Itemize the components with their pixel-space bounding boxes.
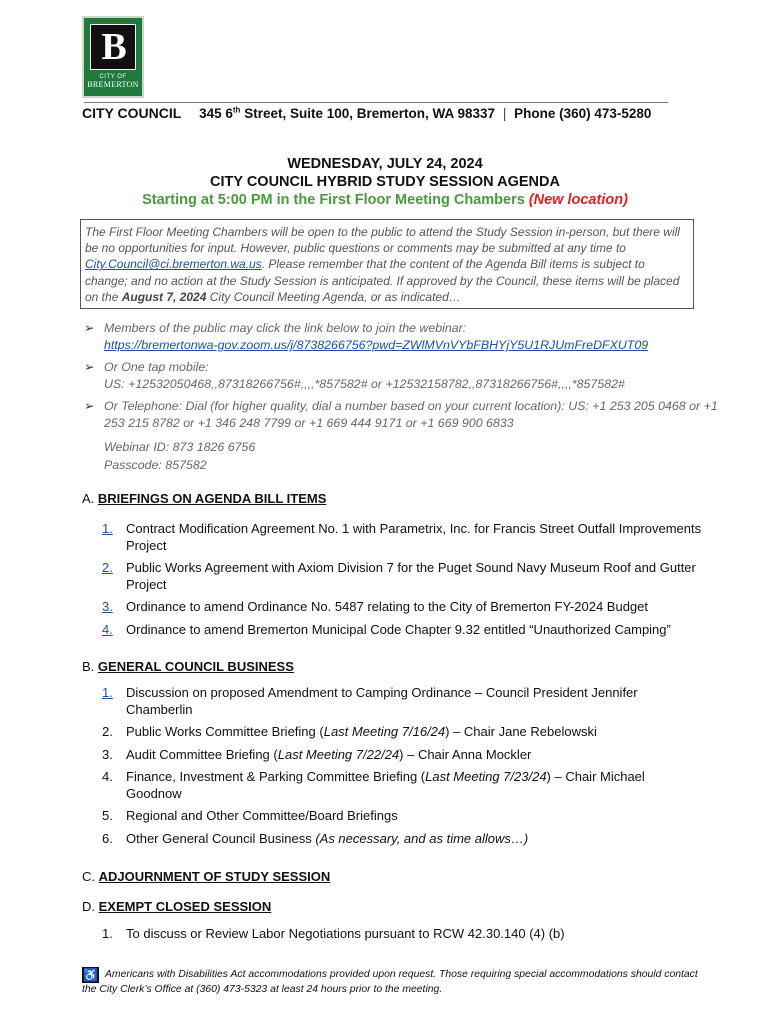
council-name: CITY COUNCIL	[82, 105, 182, 121]
ada-notice: ♿ Americans with Disabilities Act accommodations provided upon request. Those requiring special accommodations should contact the City Clerk’s Office at (360) 473-5323 at least 24 hours prior to the meeting.	[82, 968, 698, 995]
agenda-bill-link[interactable]: 1.	[102, 685, 113, 700]
section-a-heading: A. BRIEFINGS ON AGENDA BILL ITEMS	[82, 491, 327, 506]
wheelchair-icon: ♿	[83, 968, 98, 982]
telephone-item: ➢ Or Telephone: Dial (for higher quality, dial a number based on your current location): US: +1 253 205 0468 or +1 253 215 8782 or +1 346 248 7799 or +1 669 444 9171 or +1 669 900 6833	[84, 399, 718, 430]
passcode: Passcode: 857582	[104, 458, 207, 472]
list-item: 1. Contract Modification Agreement No. 1 with Parametrix, Inc. for Francis Street Outfall Improvements Project	[102, 521, 702, 553]
section-b-heading: B. GENERAL COUNCIL BUSINESS	[82, 659, 294, 674]
list-item: 5. Regional and Other Committee/Board Briefings	[102, 808, 398, 823]
header-separator: |	[502, 106, 507, 121]
mobile-tap-item: ➢ Or One tap mobile: US: +12532050468,,87318266756#,,,,*857582# or +12532158782,,87318266756#,,,,*857582#	[84, 360, 625, 391]
new-location-note: (New location)	[528, 192, 628, 208]
list-item: 4. Ordinance to amend Bremerton Municipal Code Chapter 9.32 entitled “Unauthorized Camping”	[102, 621, 671, 637]
public-notice-box: The First Floor Meeting Chambers will be open to the public to attend the Study Session in-person, but there will be no opportunities for input. However, public questions or comments may be submitted at any time to City.Council@ci.bremerton.wa.us. Please remember that the content of the Agenda Bill items is subject to change; and no action at the Study Session is anticipated. If approved by the Council, these items will be placed on the August 7, 2024 City Council Meeting Agenda, or as indicated…	[80, 219, 694, 309]
agenda-title-block	[0, 155, 770, 209]
list-item: 2. Public Works Agreement with Axiom Division 7 for the Puget Sound Navy Museum Roof and Gutter Project	[102, 560, 696, 592]
council-email-link[interactable]: City.Council@ci.bremerton.wa.us	[85, 257, 262, 272]
zoom-link[interactable]: https://bremertonwa-gov.zoom.us/j/8738266756?pwd=ZWlMVnVYbFBHYjY5U1RJUmFreDFXUT09	[104, 338, 649, 352]
agenda-bill-link[interactable]: 1.	[102, 521, 113, 536]
webinar-ids	[84, 438, 734, 474]
list-item: 4. Finance, Investment & Parking Committee Briefing (Last Meeting 7/23/24) – Chair Michael Goodnow	[102, 769, 645, 801]
section-c-heading: C. ADJOURNMENT OF STUDY SESSION	[82, 869, 331, 884]
section-b-items	[102, 685, 702, 853]
section-d-heading: D. EXEMPT CLOSED SESSION	[82, 899, 272, 914]
arrow-bullet-icon: ➢	[84, 321, 95, 335]
header-line	[82, 105, 651, 121]
meeting-location: Starting at 5:00 PM in the First Floor Meeting Chambers (New location)	[142, 192, 628, 208]
list-item: 6. Other General Council Business (As necessary, and as time allows…)	[102, 830, 529, 846]
logo-caption	[84, 74, 142, 88]
header-rule	[84, 102, 668, 103]
meeting-date: WEDNESDAY, JULY 24, 2024	[287, 156, 483, 172]
list-item: 3. Ordinance to amend Ordinance No. 5487 relating to the City of Bremerton FY-2024 Budget	[102, 599, 648, 614]
agenda-bill-link[interactable]: 3.	[102, 599, 113, 614]
phone: Phone (360) 473-5280	[514, 106, 652, 121]
city-logo	[82, 16, 144, 98]
section-d-items	[102, 926, 702, 949]
logo-letter: B	[101, 26, 127, 68]
agenda-bill-link[interactable]: 2.	[102, 560, 113, 575]
arrow-bullet-icon: ➢	[84, 360, 95, 374]
logo-caption-name: BREMERTON	[87, 80, 139, 89]
list-item: 1. To discuss or Review Labor Negotiations pursuant to RCW 42.30.140 (4) (b)	[102, 926, 565, 941]
webinar-info	[84, 320, 734, 474]
logo-caption-top: CITY OF	[99, 74, 127, 80]
section-a-items	[102, 521, 702, 644]
list-item: 1. Discussion on proposed Amendment to Camping Ordinance – Council President Jennifer Chamberlin	[102, 685, 638, 717]
list-item: 2. Public Works Committee Briefing (Last Meeting 7/16/24) – Chair Jane Rebelowski	[102, 724, 597, 739]
logo-mark	[90, 24, 136, 70]
agenda-bill-link[interactable]: 4.	[102, 621, 113, 637]
webinar-link-item: ➢ Members of the public may click the link below to join the webinar: https://bremertonwa-gov.zoom.us/j/8738266756?pwd=ZWlMVnVYbFBHYjY5U1RJUmFreDFXUT09	[84, 321, 649, 352]
arrow-bullet-icon: ➢	[84, 399, 95, 413]
agenda-title: CITY COUNCIL HYBRID STUDY SESSION AGENDA	[210, 174, 560, 190]
address: 345 6th Street, Suite 100, Bremerton, WA 98337	[199, 105, 496, 121]
list-item: 3. Audit Committee Briefing (Last Meeting 7/22/24) – Chair Anna Mockler	[102, 746, 532, 762]
webinar-id: Webinar ID: 873 1826 6756	[104, 440, 256, 454]
